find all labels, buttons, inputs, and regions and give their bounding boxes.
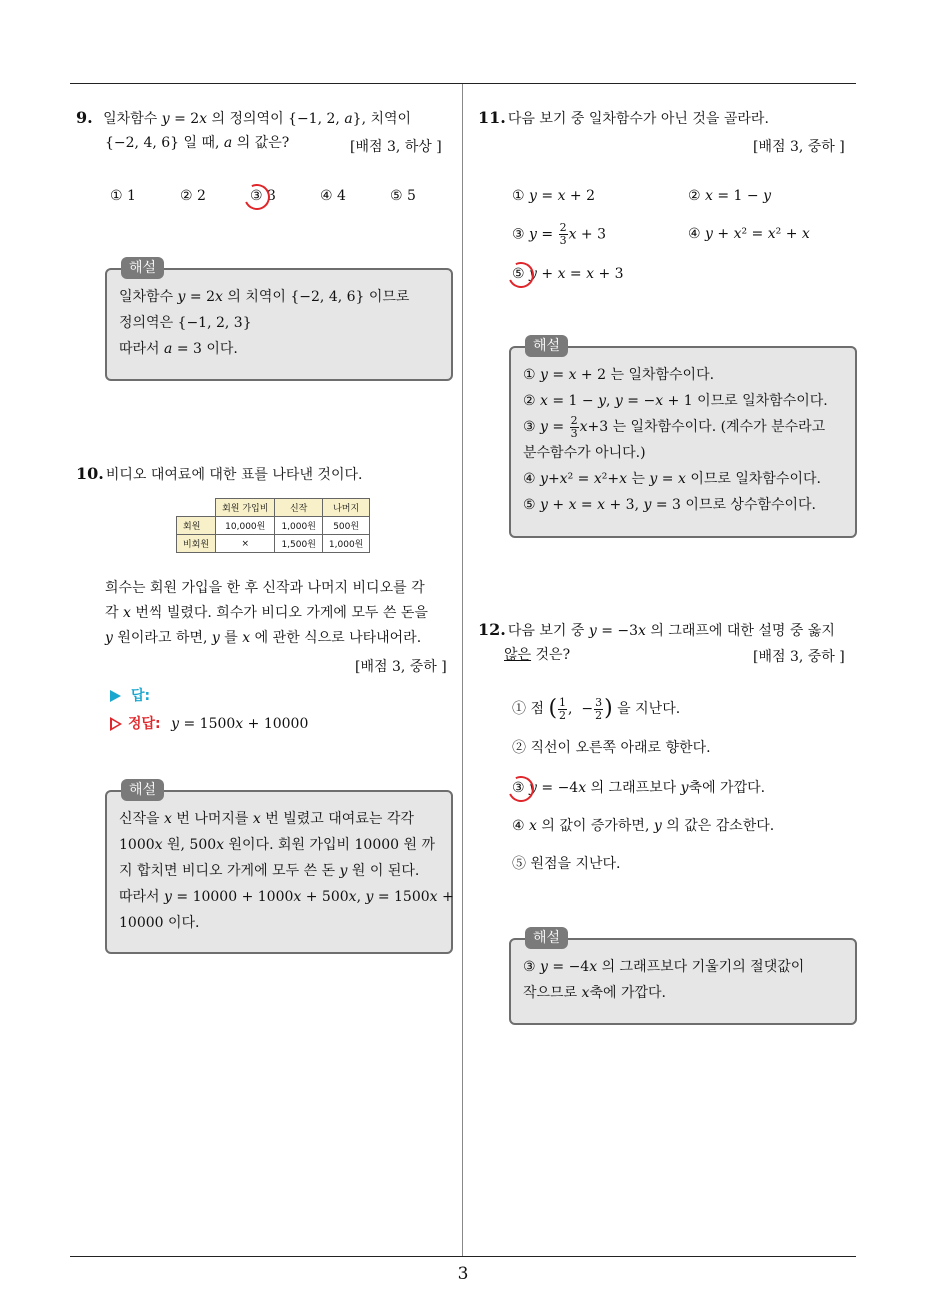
solution-arrow-icon [110, 717, 122, 731]
table-header-cell: 나머지 [322, 499, 369, 517]
q11-expl-line2: ② x = 1 − y, y = −x + 1 이므로 일차함수이다. [523, 393, 828, 409]
fraction: $\frac{1}{2}$ [559, 695, 567, 722]
q9-expl-line3: 따라서 a = 3 이다. [119, 341, 238, 357]
table-header-cell [177, 499, 216, 517]
q11-option-1[interactable]: ① y = x + 2 [512, 188, 596, 204]
table-cell: 비회원 [177, 535, 216, 553]
q10-body-line2: 각 x 번씩 빌렸다. 희수가 비디오 가게에 모두 쓴 돈을 [105, 605, 428, 621]
q9-line2: {−2, 4, 6} 일 때, a 의 값은? [105, 135, 290, 151]
table-cell: × [216, 535, 275, 553]
q9-option-2[interactable]: ② 2 [180, 188, 206, 204]
bottom-rule [70, 1256, 856, 1257]
table-cell: 1,000원 [275, 517, 322, 535]
top-rule [70, 83, 856, 84]
q9-option-1[interactable]: ① 1 [110, 188, 136, 204]
fraction: $\frac{3}{2}$ [595, 695, 603, 722]
table-cell: 500원 [322, 517, 369, 535]
q9-number: 9. [76, 108, 93, 127]
q10-solution: y = 1500x + 10000 [171, 716, 309, 732]
q11-explanation-box [509, 338, 857, 538]
q9-expl-line2: 정의역은 {−1, 2, 3} [119, 315, 252, 331]
q9-option-4[interactable]: ④ 4 [320, 188, 346, 204]
q11-number: 11. [478, 108, 506, 127]
table-header-cell: 신작 [275, 499, 322, 517]
q9-line1: 9. 일차함수 y = 2x 의 정의역이 {−1, 2, a}, 치역이 [76, 108, 412, 127]
q10-title: 10. 비디오 대여료에 대한 표를 나타낸 것이다. [76, 464, 363, 483]
answer-label: 답: [131, 688, 151, 704]
solution-label: 정답: [128, 716, 161, 732]
q11-points: [배점 3, 중하 ] [753, 139, 845, 155]
q9-explanation-tag: 해설 [121, 257, 164, 279]
question-11 [478, 106, 858, 131]
q10-points: [배점 3, 중하 ] [355, 659, 447, 675]
table-cell: 1,500원 [275, 535, 322, 553]
q11-explanation-tag: 해설 [525, 335, 568, 357]
q12-option-5[interactable]: ⑤ 원점을 지난다. [512, 856, 621, 872]
q11-option-3[interactable]: ③ y = $\frac{2}{3}$ x + 3 [512, 221, 607, 247]
q10-body [105, 576, 457, 651]
answer-arrow-icon [110, 690, 121, 702]
q11-expl-line1: ① y = x + 2 는 일차함수이다. [523, 367, 715, 383]
q12-number: 12. [478, 620, 506, 639]
rental-fee-table [176, 498, 370, 553]
fraction: $\frac{2}{3}$ [570, 413, 578, 440]
q11-option-2[interactable]: ② x = 1 − y [688, 188, 772, 204]
q12-explanation-tag: 해설 [525, 927, 568, 949]
q10-answer-row [110, 684, 150, 708]
q11-option-5[interactable]: ⑤ y + x = x + 3 [512, 266, 624, 282]
q10-expl-line1: 신작을 x 번 나머지를 x 번 빌렸고 대여료는 각각 [119, 811, 414, 827]
q10-expl-line2: 1000x 원, 500x 원이다. 회원 가입비 10000 원 까 [119, 837, 435, 853]
q11-expl-line5: ④ y+x² = x²+x 는 y = x 이므로 일차함수이다. [523, 471, 821, 487]
q10-explanation-tag: 해설 [121, 779, 164, 801]
q10-table-wrap [176, 498, 370, 553]
q10-solution-row [110, 712, 308, 736]
q11-expl-line6: ⑤ y + x = x + 3, y = 3 이므로 상수함수이다. [523, 497, 817, 513]
q11-expl-line3: ③ y = $\frac{2}{3}$ x+3 는 일차함수이다. (계수가 분수라고 [523, 413, 826, 440]
q10-expl-line3: 지 합치면 비디오 가게에 모두 쓴 돈 y 원 이 된다. [119, 863, 420, 879]
q11-expl-line4: 분수함수가 아니다.) [523, 445, 646, 461]
table-cell: 10,000원 [216, 517, 275, 535]
q12-expl-line1: ③ y = −4x 의 그래프보다 기울기의 절댓값이 [523, 959, 805, 975]
q12-title-line1: 12. 다음 보기 중 y = −3x 의 그래프에 대한 설명 중 옳지 [478, 620, 835, 639]
table-cell: 회원 [177, 517, 216, 535]
q10-expl-line4: 따라서 y = 10000 + 1000x + 500x, y = 1500x + [119, 889, 454, 905]
question-10 [76, 462, 456, 487]
q12-option-3[interactable]: ③ y = −4x 의 그래프보다 y축에 가깝다. [512, 780, 766, 796]
q12-option-4[interactable]: ④ x 의 값이 증가하면, y 의 값은 감소한다. [512, 818, 775, 834]
table-header-cell: 회원 가입비 [216, 499, 275, 517]
column-divider [462, 84, 463, 1256]
q10-expl-line5: 10000 이다. [119, 915, 200, 931]
q10-body-line3: y 원이라고 하면, y 를 x 에 관한 식으로 나타내어라. [105, 630, 422, 646]
q11-title: 11. 다음 보기 중 일차함수가 아닌 것을 골라라. [478, 108, 769, 127]
q12-points: [배점 3, 중하 ] [753, 649, 845, 665]
q10-number: 10. [76, 464, 104, 483]
table-row [177, 517, 370, 535]
q10-explanation-box [105, 782, 454, 954]
q12-expl-line2: 작으므로 x축에 가깝다. [523, 985, 666, 1001]
q11-option-4[interactable]: ④ y + x² = x² + x [688, 226, 810, 242]
q10-body-line1: 희수는 회원 가입을 한 후 신작과 나머지 비디오를 각 [105, 580, 425, 596]
q9-option-3[interactable]: ③ 3 [250, 188, 276, 204]
q9-points: [배점 3, 하상 ] [350, 139, 442, 155]
page-number: 3 [457, 1264, 469, 1284]
q9-expl-line1: 일차함수 y = 2x 의 치역이 {−2, 4, 6} 이므로 [119, 289, 410, 305]
q12-option-1[interactable]: ① 점 ( $\frac{1}{2}$ , − $\frac{3}{2}$ ) 을 지난다. [512, 695, 681, 722]
q12-underlined-word: 않은 [504, 647, 532, 663]
table-row [177, 535, 370, 553]
table-cell: 1,000원 [322, 535, 369, 553]
q12-title-line2: 않은 것은? [504, 647, 571, 663]
q9-option-5[interactable]: ⑤ 5 [390, 188, 416, 204]
q12-option-2[interactable]: ② 직선이 오른쪽 아래로 향한다. [512, 740, 711, 756]
q9-explanation-box [105, 260, 453, 381]
q12-explanation-box [509, 930, 857, 1025]
table-header-row [177, 499, 370, 517]
fraction: $\frac{2}{3}$ [559, 221, 567, 247]
